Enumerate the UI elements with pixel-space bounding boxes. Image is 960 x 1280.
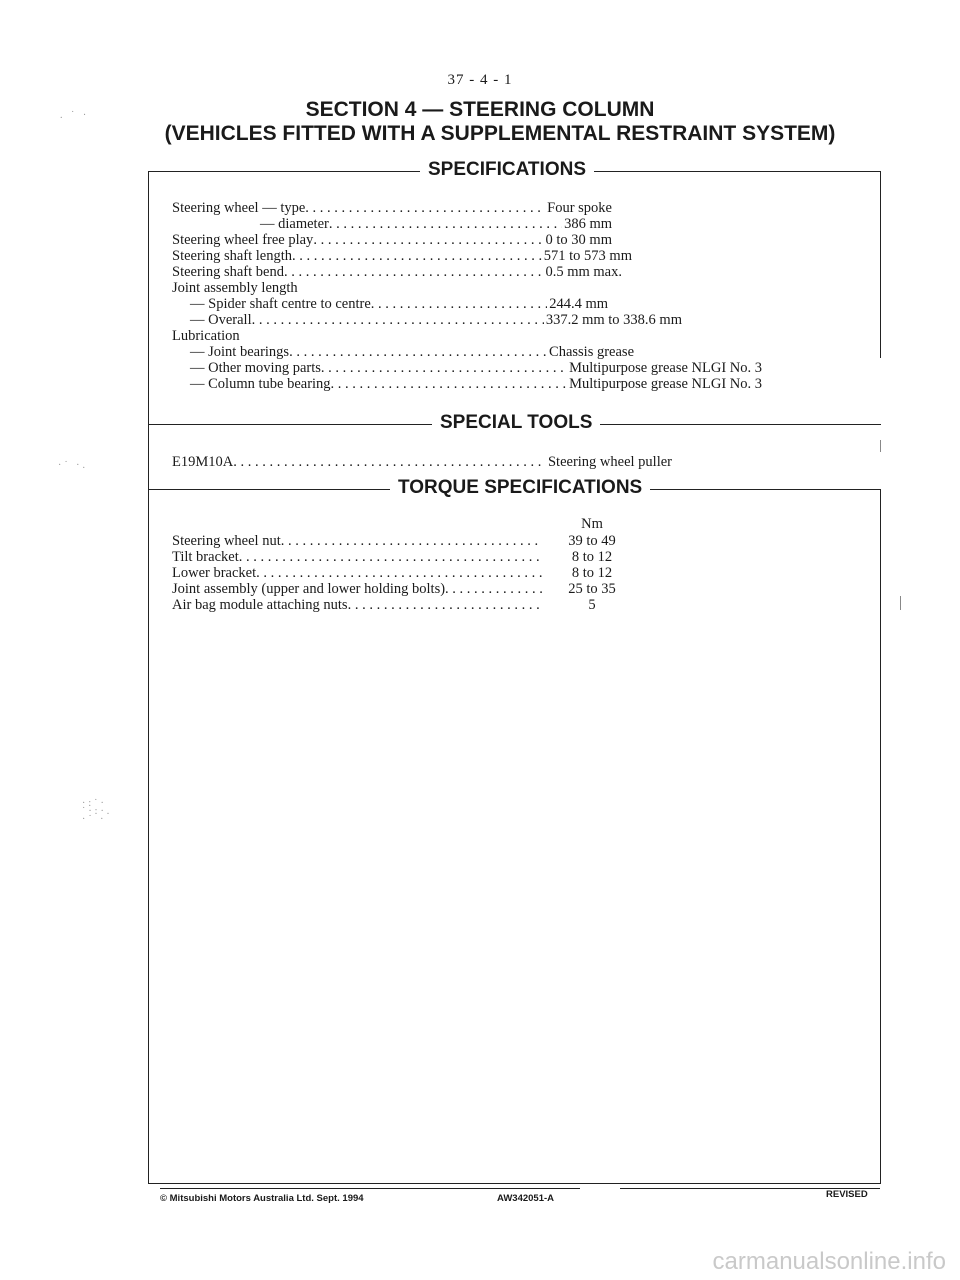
watermark: carmanualsonline.info [712, 1248, 946, 1275]
torque-value: 8 to 12 [571, 565, 613, 581]
footer-copyright: © Mitsubishi Motors Australia Ltd. Sept. 1994 [160, 1193, 364, 1204]
spec-row: Steering wheel — type . . . Four spoke [172, 200, 612, 216]
spec-row: Steering shaft bend . . . 0.5 mm max. [172, 264, 622, 280]
spec-row: Steering shaft length . . . 571 to 573 mm [172, 248, 632, 264]
footer-status: REVISED [826, 1189, 868, 1200]
torque-value: 5 [588, 597, 596, 613]
specifications-heading: SPECIFICATIONS [420, 159, 594, 181]
torque-row: Joint assembly (upper and lower holding bolts) . . . [172, 581, 542, 597]
scan-mark [880, 440, 881, 452]
lubrication-heading: Lubrication [172, 328, 240, 344]
scan-specks: ·˙ ·. [58, 460, 88, 471]
spec-row: — Other moving parts . . . Multipurpose grease NLGI No. 3 [172, 360, 762, 376]
joint-assembly-heading: Joint assembly length [172, 280, 298, 296]
spec-row: — diameter . . . 386 mm [172, 216, 612, 232]
tool-row: E19M10A . . . Steering wheel puller [172, 454, 672, 470]
box-right-border-lower [880, 489, 881, 1184]
footer-code: AW342051-A [497, 1193, 555, 1204]
footer-rule [160, 1188, 580, 1189]
special-tools-heading: SPECIAL TOOLS [432, 412, 600, 434]
torque-unit: Nm [581, 516, 603, 532]
torque-row: Lower bracket . . . [172, 565, 542, 581]
torque-heading: TORQUE SPECIFICATIONS [390, 477, 650, 499]
box-right-border [880, 172, 881, 358]
spec-row: — Overall . . . 337.2 mm to 338.6 mm [172, 312, 682, 328]
box-bottom-border [148, 1183, 881, 1184]
torque-values [552, 533, 632, 613]
spec-row: Steering wheel free play . . . 0 to 30 mm [172, 232, 612, 248]
scan-specks: . ˙ · [60, 110, 90, 121]
section-subtitle: (VEHICLES FITTED WITH A SUPPLEMENTAL RESTRAINT SYSTEM) [164, 122, 836, 145]
scan-specks: ·:˙· ˙·:·. ·˙ · [82, 798, 113, 825]
torque-row: Tilt bracket . . . [172, 549, 542, 565]
page-number: 37 - 4 - 1 [447, 72, 513, 88]
torque-row: Air bag module attaching nuts . . . [172, 597, 542, 613]
scan-mark [900, 596, 901, 610]
torque-row: Steering wheel nut . . . [172, 533, 542, 549]
torque-value: 39 to 49 [568, 533, 616, 549]
spec-row: — Spider shaft centre to centre . . . 244.4 mm [172, 296, 608, 312]
specifications-list [172, 200, 772, 392]
box-left-border [148, 172, 149, 1184]
section-title: SECTION 4 — STEERING COLUMN [305, 98, 655, 121]
spec-row: — Joint bearings . . . Chassis grease [172, 344, 634, 360]
spec-row: — Column tube bearing . . . Multipurpose grease NLGI No. 3 [172, 376, 762, 392]
torque-value: 25 to 35 [568, 581, 616, 597]
torque-value: 8 to 12 [571, 549, 613, 565]
